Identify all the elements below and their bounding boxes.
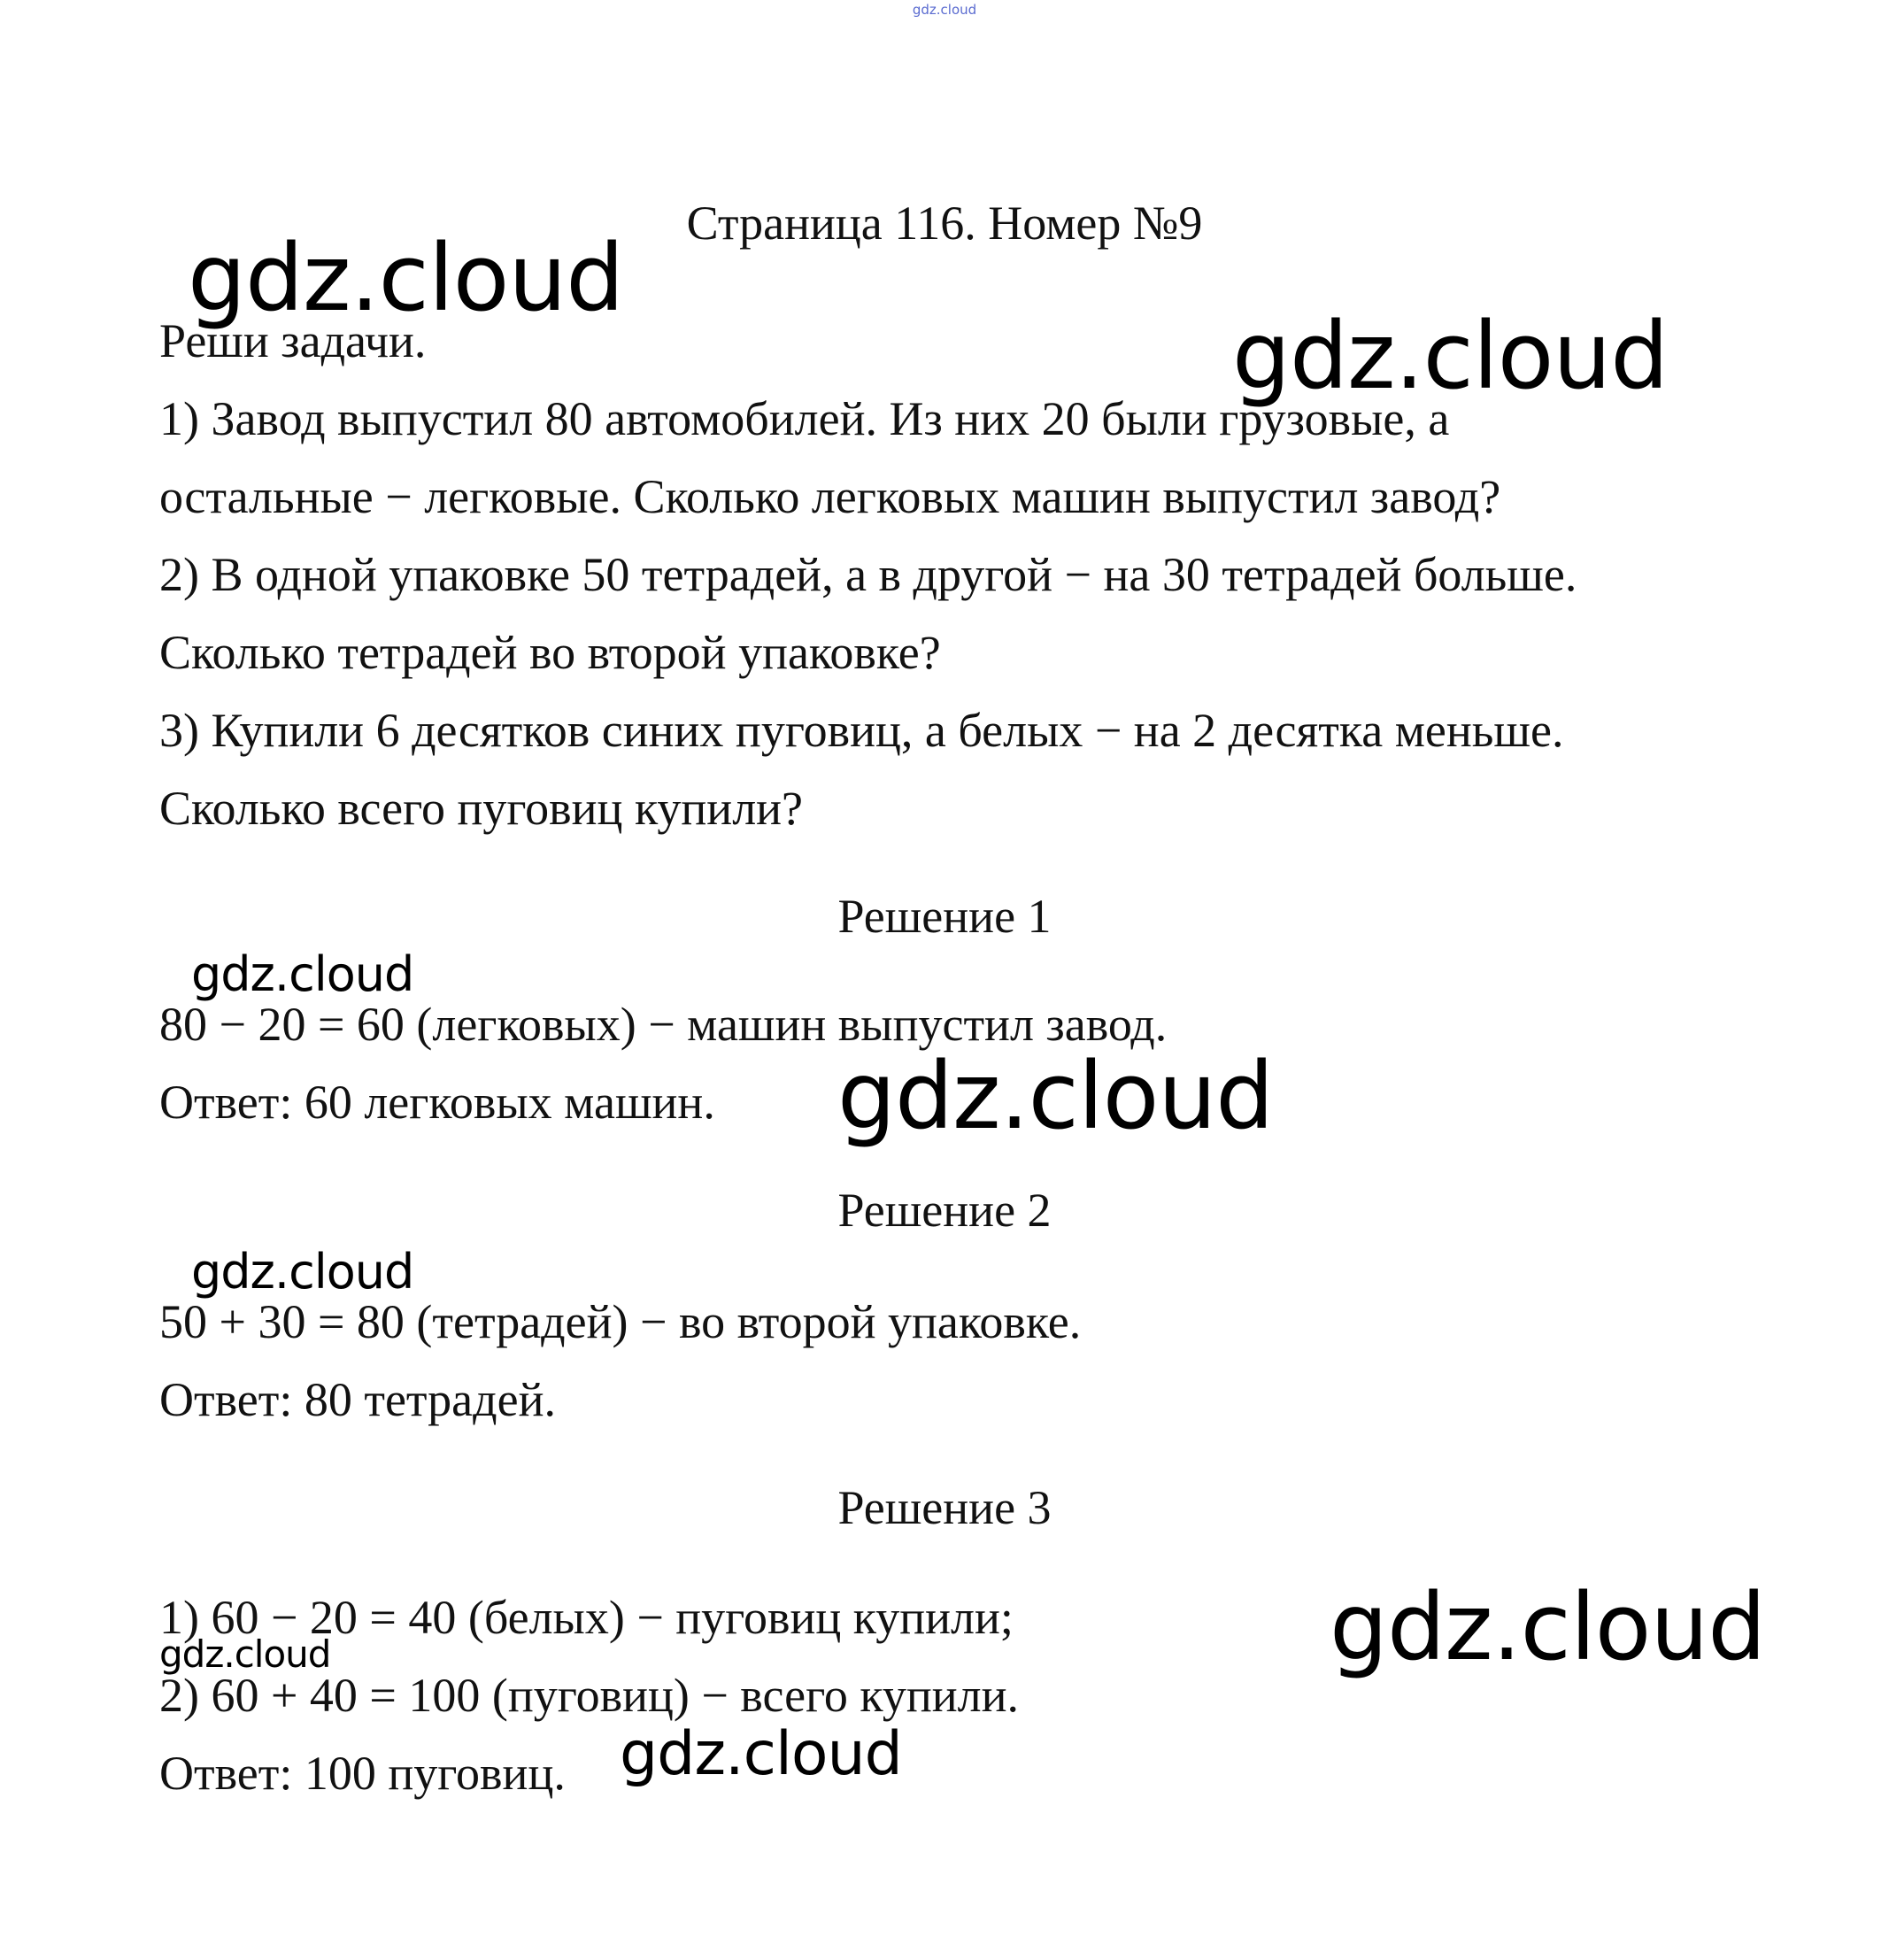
watermark-2: gdz.cloud [1232,302,1669,410]
watermark-6: gdz.cloud [1330,1573,1766,1681]
solution-2-answer: Ответ: 80 тетрадей. [159,1373,556,1426]
watermark-1: gdz.cloud [188,224,624,332]
watermark-3: gdz.cloud [191,946,414,1002]
solution-3-heading: Решение 3 [837,1481,1052,1534]
page-title: Страница 116. Номер №9 [686,197,1203,250]
task-intro: Реши задачи. [159,314,427,367]
solution-1-heading: Решение 1 [837,890,1052,943]
solution-2-heading: Решение 2 [837,1184,1052,1237]
task-line-6: Сколько всего пуговиц купили? [159,782,804,835]
task-line-1: 1) Завод выпустил 80 автомобилей. Из них 20 были грузовые, а [159,392,1450,445]
solution-1-line-1: 80 − 20 = 60 (легковых) − машин выпустил завод. [159,998,1168,1051]
task-line-3: 2) В одной упаковке 50 тетрадей, а в другой − на 30 тетрадей больше. [159,548,1577,601]
watermark-8: gdz.cloud [620,1719,902,1789]
solution-1-answer: Ответ: 60 легковых машин. [159,1076,715,1129]
solution-2-line-1: 50 + 30 = 80 (тетрадей) − во второй упаковке. [159,1295,1082,1348]
task-line-4: Сколько тетрадей во второй упаковке? [159,626,941,679]
solution-3-answer: Ответ: 100 пуговиц. [159,1747,566,1800]
watermark-4: gdz.cloud [837,1042,1274,1150]
solution-3-line-2: 2) 60 + 40 = 100 (пуговиц) − всего купили. [159,1669,1019,1722]
watermark-7: gdz.cloud [159,1632,331,1676]
solution-3-line-1: 1) 60 − 20 = 40 (белых) − пуговиц купили; [159,1591,1014,1644]
task-line-5: 3) Купили 6 десятков синих пуговиц, а белых − на 2 десятка меньше. [159,704,1564,757]
task-line-2: остальные − легковые. Сколько легковых машин выпустил завод? [159,470,1501,523]
top-site-mark: gdz.cloud [912,2,977,18]
watermark-5: gdz.cloud [191,1244,414,1300]
